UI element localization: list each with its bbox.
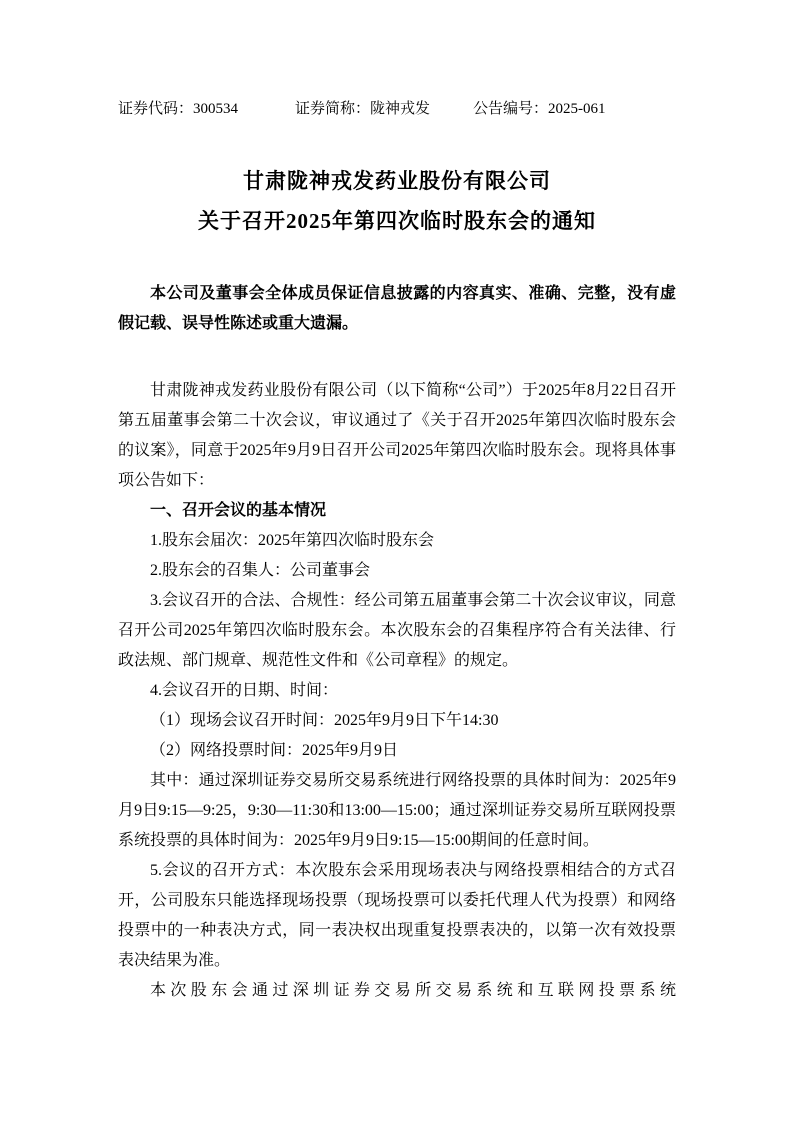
stock-code: 证券代码：300534: [118, 101, 239, 117]
stock-abbreviation: 证券简称：陇神戎发: [295, 101, 431, 117]
body-paragraph: 2.股东会的召集人：公司董事会: [150, 562, 371, 579]
announcement-number: 公告编号：2025-061: [473, 101, 606, 117]
body-paragraph: 4.会议召开的日期、时间：: [150, 682, 339, 699]
body-paragraph: 1.股东会届次：2025年第四次临时股东会: [150, 532, 435, 549]
body-paragraph: 甘肃陇神戎发药业股份有限公司（以下简称“公司”）于2025年8月22日召开第五届董事会第二十次会议，审议通过了《关于召开2025年第四次临时股东会的议案》，同意于2025年9月9日召开公司2025年第四次临时股东会。现将具体事项公告如下：: [118, 382, 676, 489]
body-paragraph: 5.会议的召开方式：本次股东会采用现场表决与网络投票相结合的方式召开，公司股东只能选择现场投票（现场投票可以委托代理人代为投票）和网络投票中的一种表决方式，同一表决权出现重复投票表决的，以第一次有效投票表决结果为准。: [118, 862, 676, 969]
disclaimer-statement: 本公司及董事会全体成员保证信息披露的内容真实、准确、完整，没有虚假记载、误导性陈述或重大遗漏。: [118, 285, 676, 332]
body-paragraph: 3.会议召开的合法、合规性：经公司第五届董事会第二十次会议审议，同意召开公司2025年第四次临时股东会。本次股东会的召集程序符合有关法律、行政法规、部门规章、规范性文件和《公司章程》的规定。: [118, 592, 676, 669]
body-paragraph: 其中：通过深圳证券交易所交易系统进行网络投票的具体时间为：2025年9月9日9:15—9:25，9:30—11:30和13:00—15:00；通过深圳证券交易所互联网投票系统投票的具体时间为：2025年9月9日9:15—15:00期间的任意时间。: [118, 772, 676, 849]
document-header: [118, 100, 676, 119]
notice-title: 关于召开2025年第四次临时股东会的通知: [198, 209, 596, 233]
body-paragraph: 本次股东会通过深圳证券交易所交易系统和互联网投票系统: [150, 982, 676, 999]
body-paragraph: （2）网络投票时间：2025年9月9日: [150, 742, 399, 759]
section-heading: 一、召开会议的基本情况: [150, 502, 327, 519]
document-body: [118, 376, 676, 1006]
company-title: 甘肃陇神戎发药业股份有限公司: [243, 169, 551, 193]
body-paragraph: （1）现场会议召开时间：2025年9月9日下午14:30: [150, 712, 499, 729]
